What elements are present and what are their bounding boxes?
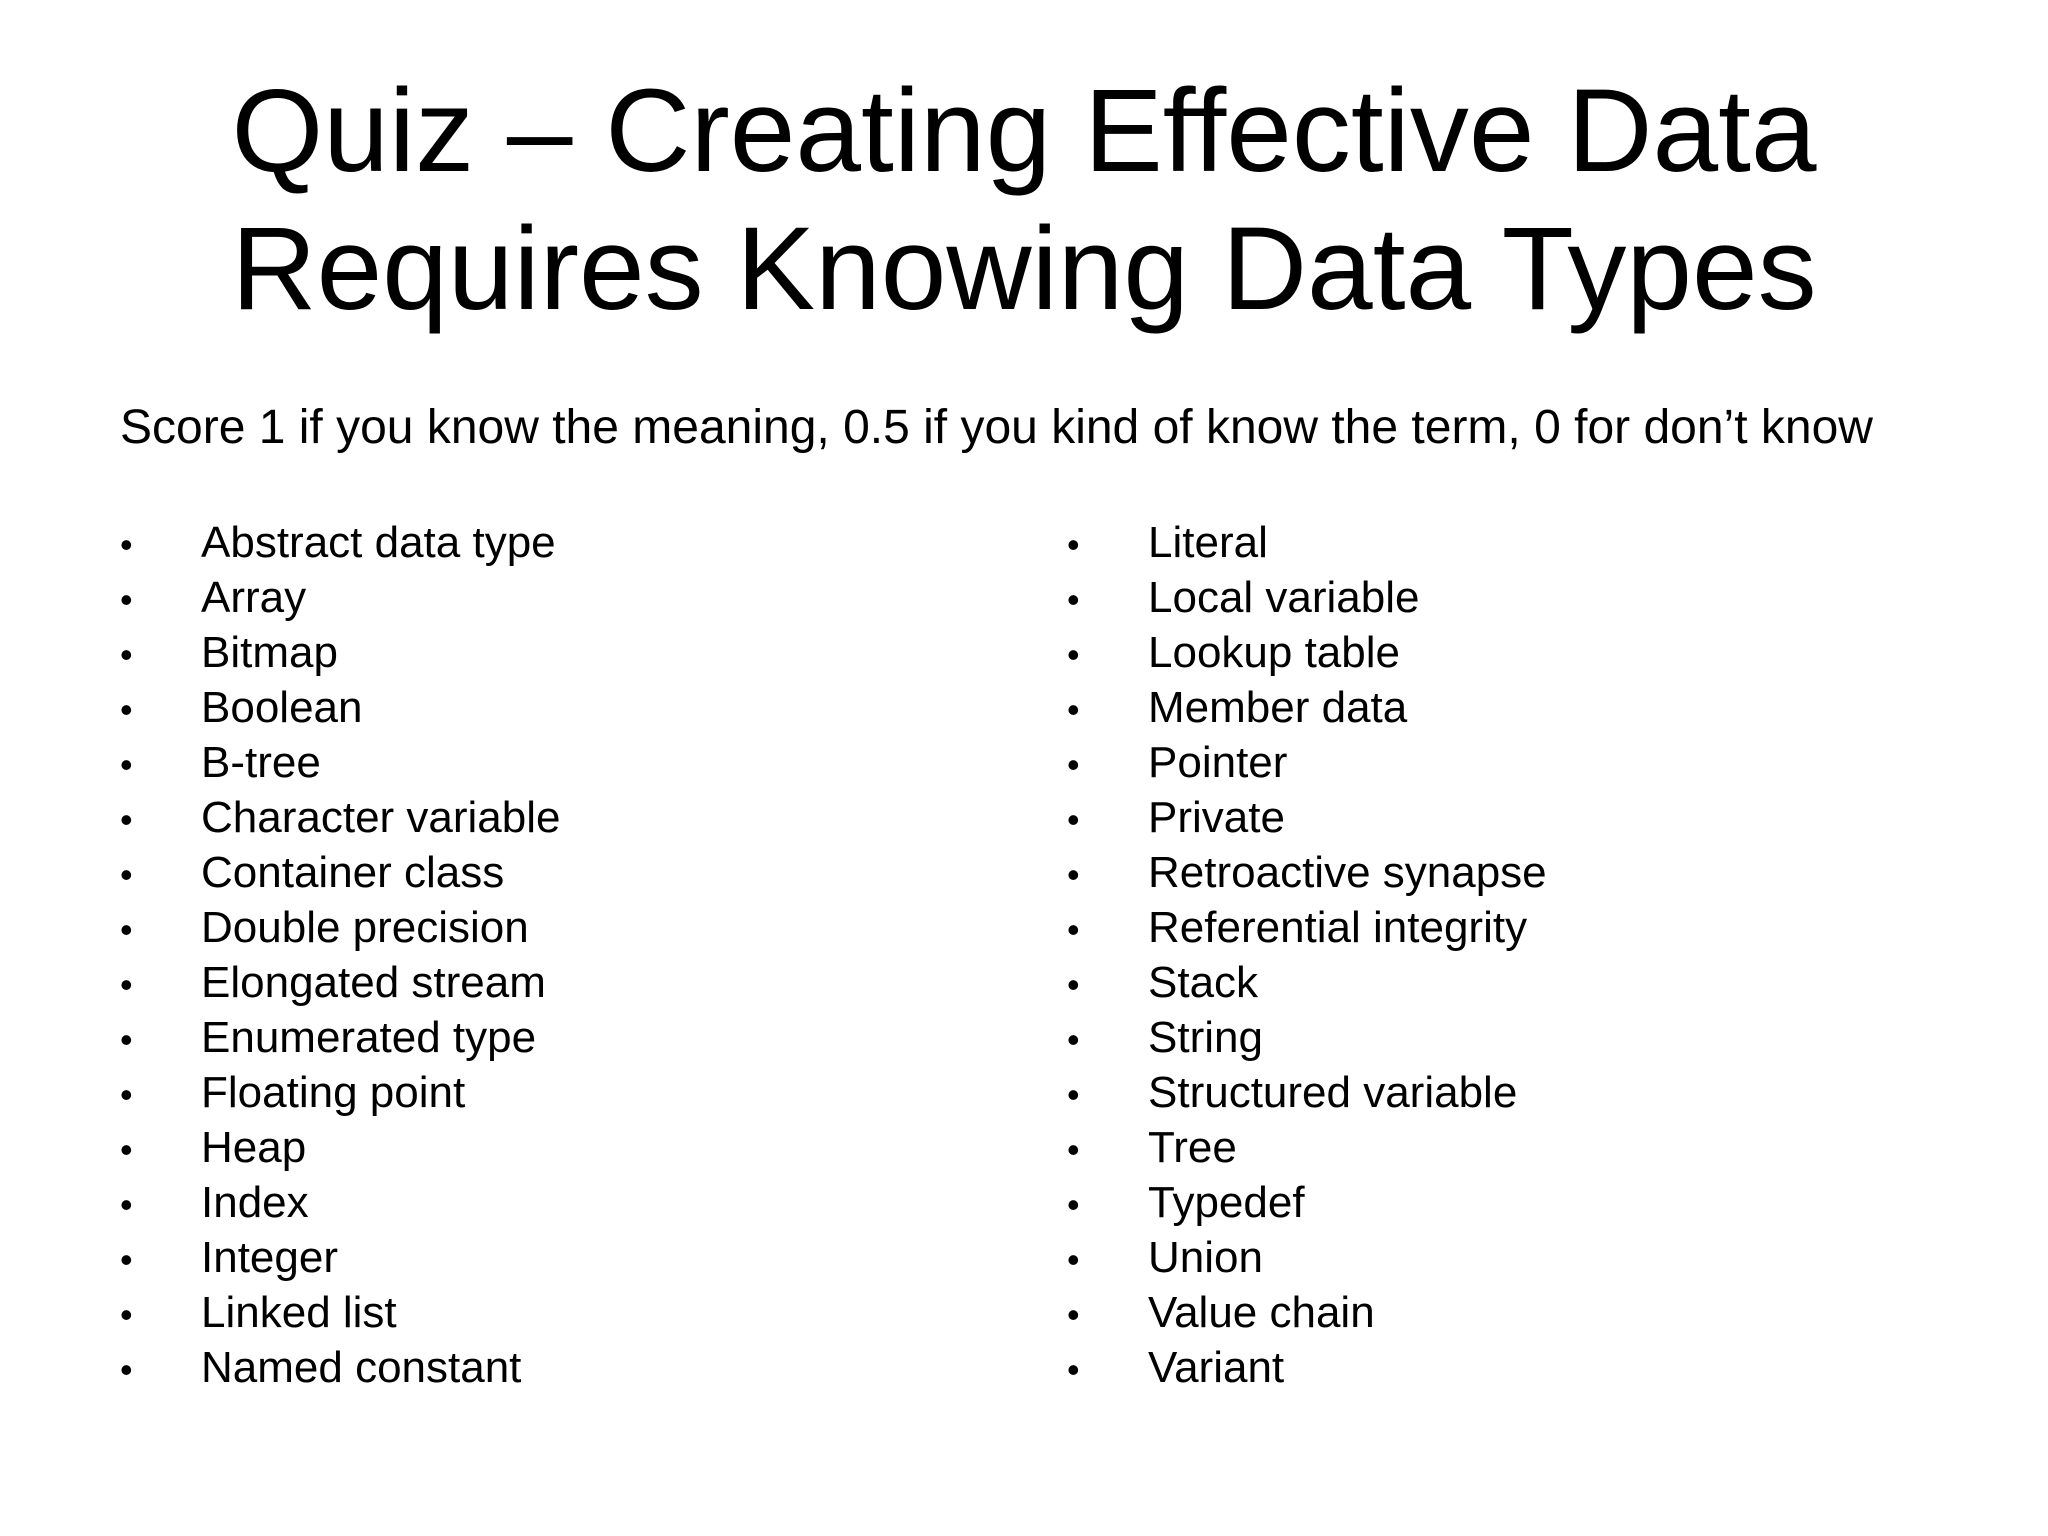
list-item [120, 1065, 561, 1120]
term-label: Elongated stream [201, 958, 546, 1007]
term-label: Index [201, 1178, 309, 1227]
term-label: Array [201, 573, 307, 622]
list-item [1067, 625, 1547, 680]
term-label: Named constant [201, 1343, 522, 1392]
bullet-icon: • [1067, 634, 1080, 675]
term-label: Variant [1148, 1343, 1285, 1392]
term-label: Stack [1148, 958, 1259, 1007]
list-item [120, 900, 561, 955]
bullet-icon: • [1067, 1294, 1080, 1335]
bullet-icon: • [120, 909, 133, 950]
term-label: Structured variable [1148, 1068, 1518, 1117]
list-item [120, 625, 561, 680]
term-label: Double precision [201, 903, 529, 952]
bullet-icon: • [120, 1074, 133, 1115]
bullet-icon: • [120, 634, 133, 675]
list-item [1067, 1120, 1547, 1175]
bullet-icon: • [1067, 689, 1080, 730]
list-item [120, 1285, 561, 1340]
term-label: Enumerated type [201, 1013, 537, 1062]
list-item [1067, 900, 1547, 955]
list-item [120, 680, 561, 735]
list-item [1067, 515, 1547, 570]
list-item [1067, 1065, 1547, 1120]
list-item [120, 1010, 561, 1065]
list-item [120, 790, 561, 845]
term-label: Literal [1148, 518, 1268, 567]
term-label: Member data [1148, 683, 1408, 732]
term-label: Character variable [201, 793, 561, 842]
list-item [120, 845, 561, 900]
list-item [1067, 570, 1547, 625]
bullet-icon: • [1067, 1349, 1080, 1390]
bullet-icon: • [1067, 1239, 1080, 1280]
bullet-icon: • [1067, 579, 1080, 620]
list-item [120, 735, 561, 790]
term-label: String [1148, 1013, 1263, 1062]
bullet-icon: • [120, 579, 133, 620]
term-label: Typedef [1148, 1178, 1305, 1227]
term-label: Lookup table [1148, 628, 1400, 677]
list-item [120, 955, 561, 1010]
bullet-icon: • [1067, 1129, 1080, 1170]
term-label: Retroactive synapse [1148, 848, 1547, 897]
list-item [120, 1120, 561, 1175]
slide-title [0, 62, 2048, 338]
list-item [1067, 680, 1547, 735]
term-list-left [120, 515, 561, 1395]
term-label: Floating point [201, 1068, 466, 1117]
title-line-2: Requires Knowing Data Types [231, 203, 1817, 335]
term-label: Referential integrity [1148, 903, 1528, 952]
bullet-icon: • [120, 1294, 133, 1335]
bullet-icon: • [120, 1129, 133, 1170]
list-item [120, 1175, 561, 1230]
bullet-icon: • [1067, 1019, 1080, 1060]
list-item [1067, 790, 1547, 845]
bullet-icon: • [1067, 854, 1080, 895]
list-item [1067, 1230, 1547, 1285]
bullet-icon: • [120, 744, 133, 785]
bullet-icon: • [1067, 1184, 1080, 1225]
list-item [120, 1230, 561, 1285]
bullet-icon: • [120, 799, 133, 840]
list-item [1067, 845, 1547, 900]
bullet-icon: • [120, 964, 133, 1005]
bullet-icon: • [120, 1239, 133, 1280]
term-label: Linked list [201, 1288, 397, 1337]
list-item [1067, 1340, 1547, 1395]
term-label: Container class [201, 848, 505, 897]
term-label: Pointer [1148, 738, 1288, 787]
bullet-icon: • [120, 689, 133, 730]
bullet-icon: • [120, 1184, 133, 1225]
term-label: Heap [201, 1123, 307, 1172]
term-label: Local variable [1148, 573, 1420, 622]
list-item [1067, 1010, 1547, 1065]
term-label: Boolean [201, 683, 363, 732]
bullet-icon: • [1067, 524, 1080, 565]
bullet-icon: • [120, 1019, 133, 1060]
list-item [1067, 955, 1547, 1010]
term-list-right [1067, 515, 1547, 1395]
bullet-icon: • [120, 854, 133, 895]
bullet-icon: • [1067, 1074, 1080, 1115]
list-item [1067, 1285, 1547, 1340]
bullet-icon: • [1067, 964, 1080, 1005]
bullet-icon: • [120, 524, 133, 565]
bullet-icon: • [1067, 799, 1080, 840]
list-item [1067, 1175, 1547, 1230]
bullet-icon: • [1067, 909, 1080, 950]
term-label: Abstract data type [201, 518, 556, 567]
term-label: Integer [201, 1233, 338, 1282]
scoring-instructions: Score 1 if you know the meaning, 0.5 if you kind of know the term, 0 for don’t know [120, 401, 1873, 454]
list-item [120, 1340, 561, 1395]
list-item [120, 570, 561, 625]
bullet-icon: • [1067, 744, 1080, 785]
term-label: B-tree [201, 738, 321, 787]
list-item [120, 515, 561, 570]
term-label: Private [1148, 793, 1285, 842]
term-label: Value chain [1148, 1288, 1375, 1337]
list-item [1067, 735, 1547, 790]
term-label: Tree [1148, 1123, 1237, 1172]
term-label: Bitmap [201, 628, 338, 677]
term-label: Union [1148, 1233, 1263, 1282]
bullet-icon: • [120, 1349, 133, 1390]
title-line-1: Quiz – Creating Effective Data [231, 65, 1817, 197]
